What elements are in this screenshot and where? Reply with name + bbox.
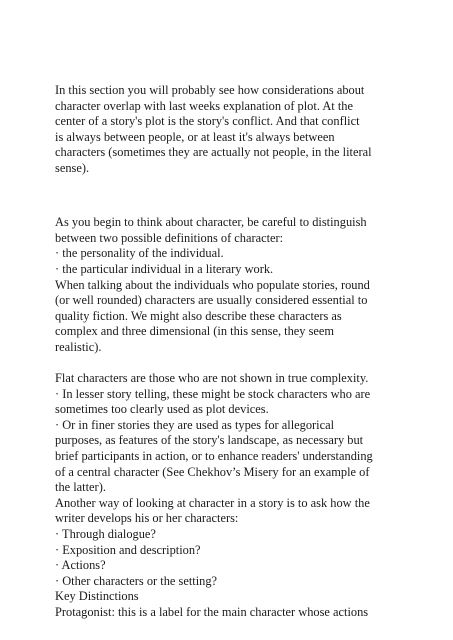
text-line: characters (sometimes they are actually not people, in the literal xyxy=(55,145,372,160)
text-line: Protagonist: this is a label for the main character whose actions xyxy=(55,605,369,619)
text-line: (or well rounded) characters are usually considered essential to xyxy=(55,293,368,308)
document-body xyxy=(55,83,415,621)
paragraph-spacer xyxy=(55,177,415,200)
text-line: complex and three dimensional (in this sense, they seem xyxy=(55,324,335,339)
text-line: Flat characters are those who are not shown in true complexity. xyxy=(55,371,369,386)
bullet-line: · the particular individual in a literary work. xyxy=(55,261,274,276)
text-line: is always between people, or at least it's always between xyxy=(55,129,335,144)
bullet-line: · Through dialogue? xyxy=(55,527,156,542)
bullet-line: · Exposition and description? xyxy=(55,542,201,557)
bullet-line: · Or in finer stories they are used as types for allegorical xyxy=(55,417,335,432)
paragraph-spacer xyxy=(55,200,415,216)
paragraph-1 xyxy=(55,83,415,177)
text-line: character overlap with last weeks explanation of plot. At the xyxy=(55,98,353,113)
text-line: between two possible definitions of character: xyxy=(55,230,284,245)
text-line: of a central character (See Chekhov’s Misery for an example of xyxy=(55,464,370,479)
text-line: brief participants in action, or to enhance readers' understanding xyxy=(55,449,373,464)
paragraph-2 xyxy=(55,215,415,355)
bullet-line: · Other characters or the setting? xyxy=(55,573,218,588)
bullet-line: · In lesser story telling, these might be stock characters who are xyxy=(55,386,371,401)
bullet-line: · the personality of the individual. xyxy=(55,246,224,261)
text-line: realistic). xyxy=(55,339,102,354)
text-line: sense). xyxy=(55,160,90,175)
text-line: As you begin to think about character, be careful to distinguish xyxy=(55,215,367,230)
text-line: sometimes too clearly used as plot devices. xyxy=(55,402,269,417)
text-line: quality fiction. We might also describe these characters as xyxy=(55,308,342,323)
text-line: purposes, as features of the story's landscape, as necessary but xyxy=(55,433,364,448)
bullet-line: · Actions? xyxy=(55,558,106,573)
text-line: the latter). xyxy=(55,480,106,495)
paragraph-spacer xyxy=(55,356,415,372)
text-line: When talking about the individuals who populate stories, round xyxy=(55,277,370,292)
text-line: writer develops his or her characters: xyxy=(55,511,239,526)
text-line: center of a story's plot is the story's conflict. And that conflict xyxy=(55,114,360,129)
paragraph-3 xyxy=(55,371,415,621)
text-line: In this section you will probably see how considerations about xyxy=(55,83,365,97)
section-heading: Key Distinctions xyxy=(55,589,139,604)
text-line: Another way of looking at character in a story is to ask how the xyxy=(55,495,370,510)
